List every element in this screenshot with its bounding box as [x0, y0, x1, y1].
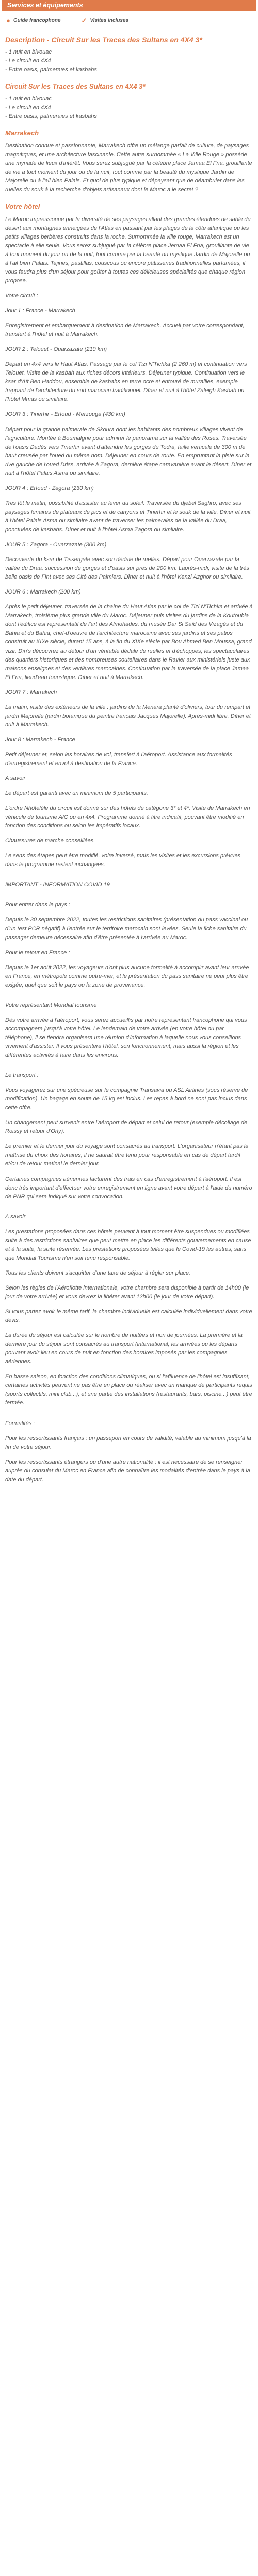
- day-text: Après le petit déjeuner, traversée de la chaîne du Haut Atlas par le col de Tizi N'Tichka et arrivée à Marrakech, troisième plus grande ville du Maroc. Déjeuner puis visites du jardins de la Koutoubia dont l'édifice est représentatif de l'art des Almohades, du musée Dar Si Saïd des Vizagés et du Bahia et du Bahia, chef-d'oeuvre de l'architecture marocaine avec ses jardins et ses patios construit au XIXe siècle, durant 15 ans, à la fin du XIXe siècle par Bou Ahmed Ben Moussa, grand vizir. Dîn's découvrez au détour d'un véritable dédale de ruelles et d'échoppes, les spectaculaires des quartiers historiques et des nombreuses coutellaires dans le Ravier aux ministériels juste aux maisons enseignes et des vertières marocaines. Continuation par la traversée de la place Jamaa El Fna, lieud'eau touristique. Dîner et nuit à Marrakech.: [5, 604, 253, 681]
- marrakech-title: Marrakech: [5, 129, 39, 138]
- note-text: En basse saison, en fonction des conditions climatiques, ou si l'affluence de l'hôtel est insuffisant, certaines activités peuvent ne pas être en place ou réaliser avec un manque de participants requis (sports collectifs, mini club...), et une partie des installations (restaurants, bars, piscine...) peut être fermée.: [5, 1374, 252, 1406]
- services-title: Services et équipements: [7, 2, 83, 9]
- description-list: [5, 48, 253, 74]
- note-text: Vous voyagerez sur une spécieuse sur le compagnie Transavia ou ASL Airlines (sous réserve de modification). Un bagage en soute de 15 kg est inclus. Les repas à bord ne sont pas inclus dans cette offre.: [5, 1087, 248, 1111]
- note-text: Tous les clients doivent s'acquitter d'une taxe de séjour à régler sur place.: [5, 1269, 191, 1276]
- day-text: Très tôt le matin, possibilité d'assister au lever du soleil. Traversée du djebel Saghro, avec ses paysages lunaires de plateaux de pics et de canyons et Tinerhir et le souk de la ville. Dîner et nuit à l'hôtel Palais Asma ou similaire avant de traverser les palmeraies de la vallée du Draa, ponctuées de kasbahs. Dîner et nuit à l'hôtel Asma Zagora ou similaire.: [5, 500, 251, 533]
- note-text: Un changement peut survenir entre l'aéroport de départ et celui de retour (exemple décollage de Roissy et retour d'Orly).: [5, 1120, 248, 1135]
- day-title: Jour 8 : Marrakech - France: [5, 736, 75, 743]
- guide-icon: ●: [6, 16, 10, 24]
- transport-heading: Le transport :: [5, 1072, 39, 1079]
- note-heading: A savoir: [5, 775, 26, 782]
- badge-guide: [6, 15, 61, 26]
- note-text: Depuis le 1er août 2022, les voyageurs n'ont plus aucune formalité à accomplir avant leur arrivée en France, en métropole comme outre-mer, et le présentation du pass sanitaire ne peut plus être exigée, quel que soit le pays ou la zone de provenance.: [5, 964, 249, 988]
- day-text: Enregistrement et embarquement à destination de Marrakech. Accueil par votre correspondant, transfert à l'hôtel et nuit à Marrakech.: [5, 323, 245, 338]
- services-badges: [2, 11, 256, 30]
- day-title: JOUR 4 : Erfoud - Zagora (230 km): [5, 485, 94, 492]
- note-text: Certaines compagnies aériennes facturent des frais en cas d'enregistrement à l'aéroport. Il est donc très important d'effectuer votre enregistrement en ligne avant votre départ à l'aide du numéro de PNR qui sera indiqué sur votre convocation.: [5, 1176, 252, 1200]
- rep-heading: Votre représentant Mondial tourisme: [5, 1002, 97, 1008]
- marrakech-section: [5, 142, 253, 194]
- day-title: JOUR 7 : Marrakech: [5, 689, 57, 696]
- note-text: Selon les règles de l'Aéroflotte internationale, votre chambre sera disponible à partir de 14h00 (le jour de votre arrivée) et vous devrez la libérer avant 12h00 (le jour de votre départ).: [5, 1284, 249, 1300]
- notes-section: [5, 774, 253, 1484]
- note-text: La durée du séjour est calculée sur le nombre de nuitées et non de journées. La première et la dernière jour du séjour sont consacrés au transport (international, les arrivées ou les départs pouvant avoir lieu en cours de nuit en fonction des horaires imposés par les compagnies aériennes.: [5, 1332, 243, 1365]
- note-text: Pour le retour en France :: [5, 949, 70, 956]
- day-title: Jour 1 : France - Marrakech: [5, 308, 75, 314]
- formalities-heading: Formalités :: [5, 1420, 35, 1427]
- note-text: Depuis le 30 septembre 2022, toutes les restrictions sanitaires (présentation du pass vaccinal ou d'un test PCR négatif) à l'entrée sur le territoire marocain sont levées. Seule la fiche sanitaire du passager demeure nécessaire afin d'être présentée à l'arrivée au Maroc.: [5, 917, 248, 941]
- day-title: JOUR 6 : Marrakech (200 km): [5, 589, 81, 596]
- note-text: Pour entrer dans le pays :: [5, 902, 70, 908]
- badge-visits: [82, 15, 129, 26]
- circuit-list: [5, 95, 253, 121]
- day-text: Départ en 4x4 vers le Haut Atlas. Passage par le col Tizi N'Tichka (2 260 m) et continuation vers Telouet. Visite de la kasbah aux riches décors intérieurs. Déjeuner typique. Continuation vers le ksar d'Aït Ben Haddou, ensemble de kasbahs en terre ocre et entouré de murailles, exemple frappant de l'architecture du sud marocain traditionnel. Dîner et nuit à l'hôtel Zaleigh Kasbah ou l'hôtel Mmas ou similaire.: [5, 361, 247, 403]
- services-header: [2, 0, 256, 11]
- marrakech-text: Destination connue et passionnante, Marrakech offre un mélange parfait de culture, de paysages magnifiques, et une architecture fascinante. Cette autre surnommée « La Ville Rouge » possède une myriade de lieux d'intérêt. Vous serez subjugué par la célèbre place Jemaa El Fna, grouillante de vie à tout moment du jour ou de la nuit, tout comme par la beauté du mystique Jardin de Majorelle ou à l'ail bien Palais. Et quoi de plus typique et dépaysant que de déambuler dans les ruelles du souk à la recherche d'objets artisanaux dont le Maroc a le secret ?: [5, 143, 252, 193]
- day-title: JOUR 2 : Telouet - Ouarzazate (210 km): [5, 346, 107, 353]
- program-days: [5, 307, 253, 768]
- program-label: Votre circuit :: [5, 293, 38, 299]
- note-text: Pour les ressortissants étrangers ou d'une autre nationalité : il est nécessaire de se renseigner auprès du consulat du Maroc en France afin de connaître les modalités d'entrée dans le pays à la date du départ.: [5, 1459, 250, 1483]
- note-text: Le premier et le dernier jour du voyage sont consacrés au transport. L'organisateur n'étant pas la maîtrise du choix des horaires, il ne saurait être tenu pour responsable en cas de départ tardif et/ou de retour matinal le dernier jour.: [5, 1143, 249, 1167]
- day-title: JOUR 3 : Tinerhir - Erfoud - Merzouga (430 km): [5, 411, 125, 418]
- list-item: - Le circuit en 4X4: [5, 104, 51, 111]
- note-text: Si vous partez avoir le même tarif, la chambre individuelle est calculée individuellement dans votre devis.: [5, 1309, 252, 1324]
- note-text: Le départ est garanti avec un minimum de 5 participants.: [5, 790, 148, 797]
- note-text: Les prestations proposées dans ces hôtels peuvent à tout moment être suspendues ou modifiées suite à des restrictions sanitaires que peut mettre en place les différents gouvernements en cause et à la suite, la suite réservée. Les prestations proposées telles que le Covid-19 les autres, sans que Mondial Tourisme n'en soit tenu responsable.: [5, 1228, 251, 1261]
- description-title: Description - Circuit Sur les Traces des Sultans en 4X4 3*: [5, 36, 202, 44]
- list-item: - Entre oasis, palmeraies et kasbahs: [5, 66, 97, 73]
- list-item: - 1 nuit en bivouac: [5, 95, 52, 102]
- circuit-title: Circuit Sur les Traces des Sultans en 4X4 3*: [5, 82, 146, 90]
- day-text: Petit déjeuner et, selon les horaires de vol, transfert à l'aéroport. Assistance aux formalités d'enregistrement et envol à destination de la France.: [5, 751, 232, 767]
- hotel-text: Le Maroc impressionne par la diversité de ses paysages allant des grandes étendues de sable du désert aux montagnes enneigées de l'Atlas en passant par les plages de la côte atlantique ou les petits villages berbères construits dans la roche. Surnommée la ville rouge, Marrakech est un spectacle à elle seule. Vous serez subjugué par la célèbre place Jemaa El Fna, grouillante de vie à tout moment du jour ou de la nuit, tout comme par la beauté du mystique Jardin de Majorelle ou à l'ail bien Palais. Tajines, pastillas, couscous ou encore pâtisseries traditionnelles parfumées, il vous faudra plus d'un séjour pour goûter à toutes ces délicieuses spécialités que chaque région propose.: [5, 216, 251, 284]
- list-item: - 1 nuit en bivouac: [5, 48, 52, 55]
- day-title: JOUR 5 : Zagora - Ouarzazate (300 km): [5, 541, 107, 548]
- list-item: - Entre oasis, palmeraies et kasbahs: [5, 113, 97, 120]
- note-text: L'ordre Nhôteléle du circuit est donné sur des hôtels de catégorie 3* et 4*. Visite de Marrakech en véhicule de tourisme A/C ou en 4x4. Programme donné à titre indicatif, pouvant être modifié en fonction des conditions ou selon les impératifs locaux.: [5, 805, 250, 829]
- note-text: Chaussures de marche conseillées.: [5, 838, 95, 844]
- note-text: Pour les ressortissants français : un passeport en cours de validité, valable au minimum jusqu'à la fin de votre séjour.: [5, 1435, 251, 1450]
- note-text: Dès votre arrivée à l'aéroport, vous serez accueillis par notre représentant francophone qui vous accompagnera jusqu'à votre hôtel. Le lendemain de votre arrivée (en votre hôtel ou par téléphone), il se tiendra organisera une réunion d'information à laquelle nous vous conseillons vivement d'assister. Il vous présentera l'hôtel, son fonctionnement, mais aussi la région et les différentes activités à faire dans les environs.: [5, 1016, 247, 1059]
- list-item: - Le circuit en 4X4: [5, 57, 51, 64]
- day-text: Départ pour la grande palmeraie de Skoura dont les habitants des nombreux villages vivent de l'agriculture. Montée à Boumalgne pour admirer le panorama sur la vallée des Roses. Traversée de l'oasis Dadès vers Tinerhir avant d'atteindre les gorges du Todra, faille verticale de 300 m de haut creusée par l'oued du même nom. Déjeuner en cours de route. En empruntant la piste sur la rive gauche de l'oued Driss, arrivée à Zagora, dernière étape caravanière avant le désert. Dîner et nuit à l'hôtel Palais Asma ou similaire.: [5, 426, 252, 477]
- visit-icon: ✓: [81, 16, 87, 24]
- note-text: Le sens des étapes peut être modifié, voire inversé, mais les visites et les excursions prévues dans le programme restent inchangées.: [5, 853, 241, 868]
- covid-heading: IMPORTANT - INFORMATION COVID 19: [5, 882, 110, 888]
- hotel-title: Votre hôtel: [5, 202, 40, 211]
- note-heading: A savoir: [5, 1213, 26, 1220]
- day-text: La matin, visite des extérieurs de la ville : jardins de la Menara planté d'oliviers, tour du rempart et jardin Majorelle (jardin botanique du peintre français Jacques Majorelle). Après-midi libre. Dîner et nuit à Marrakech.: [5, 704, 251, 728]
- hotel-section: [5, 215, 253, 300]
- badge-visits-label: Visites incluses: [90, 18, 129, 24]
- badge-guide-label: Guide francophone: [13, 18, 61, 24]
- day-text: Découverte du ksar de Tissergate avec son dédale de ruelles. Départ pour Ouarzazate par la vallée du Draa, succession de gorges et d'oasis sur près de 200 km. Laprès-midi, visite de la très belle oasis de Fint avec ses Cité des Palmiers. Dîner et nuit à l'hôtel Kenzi Azghor ou similaire.: [5, 556, 249, 581]
